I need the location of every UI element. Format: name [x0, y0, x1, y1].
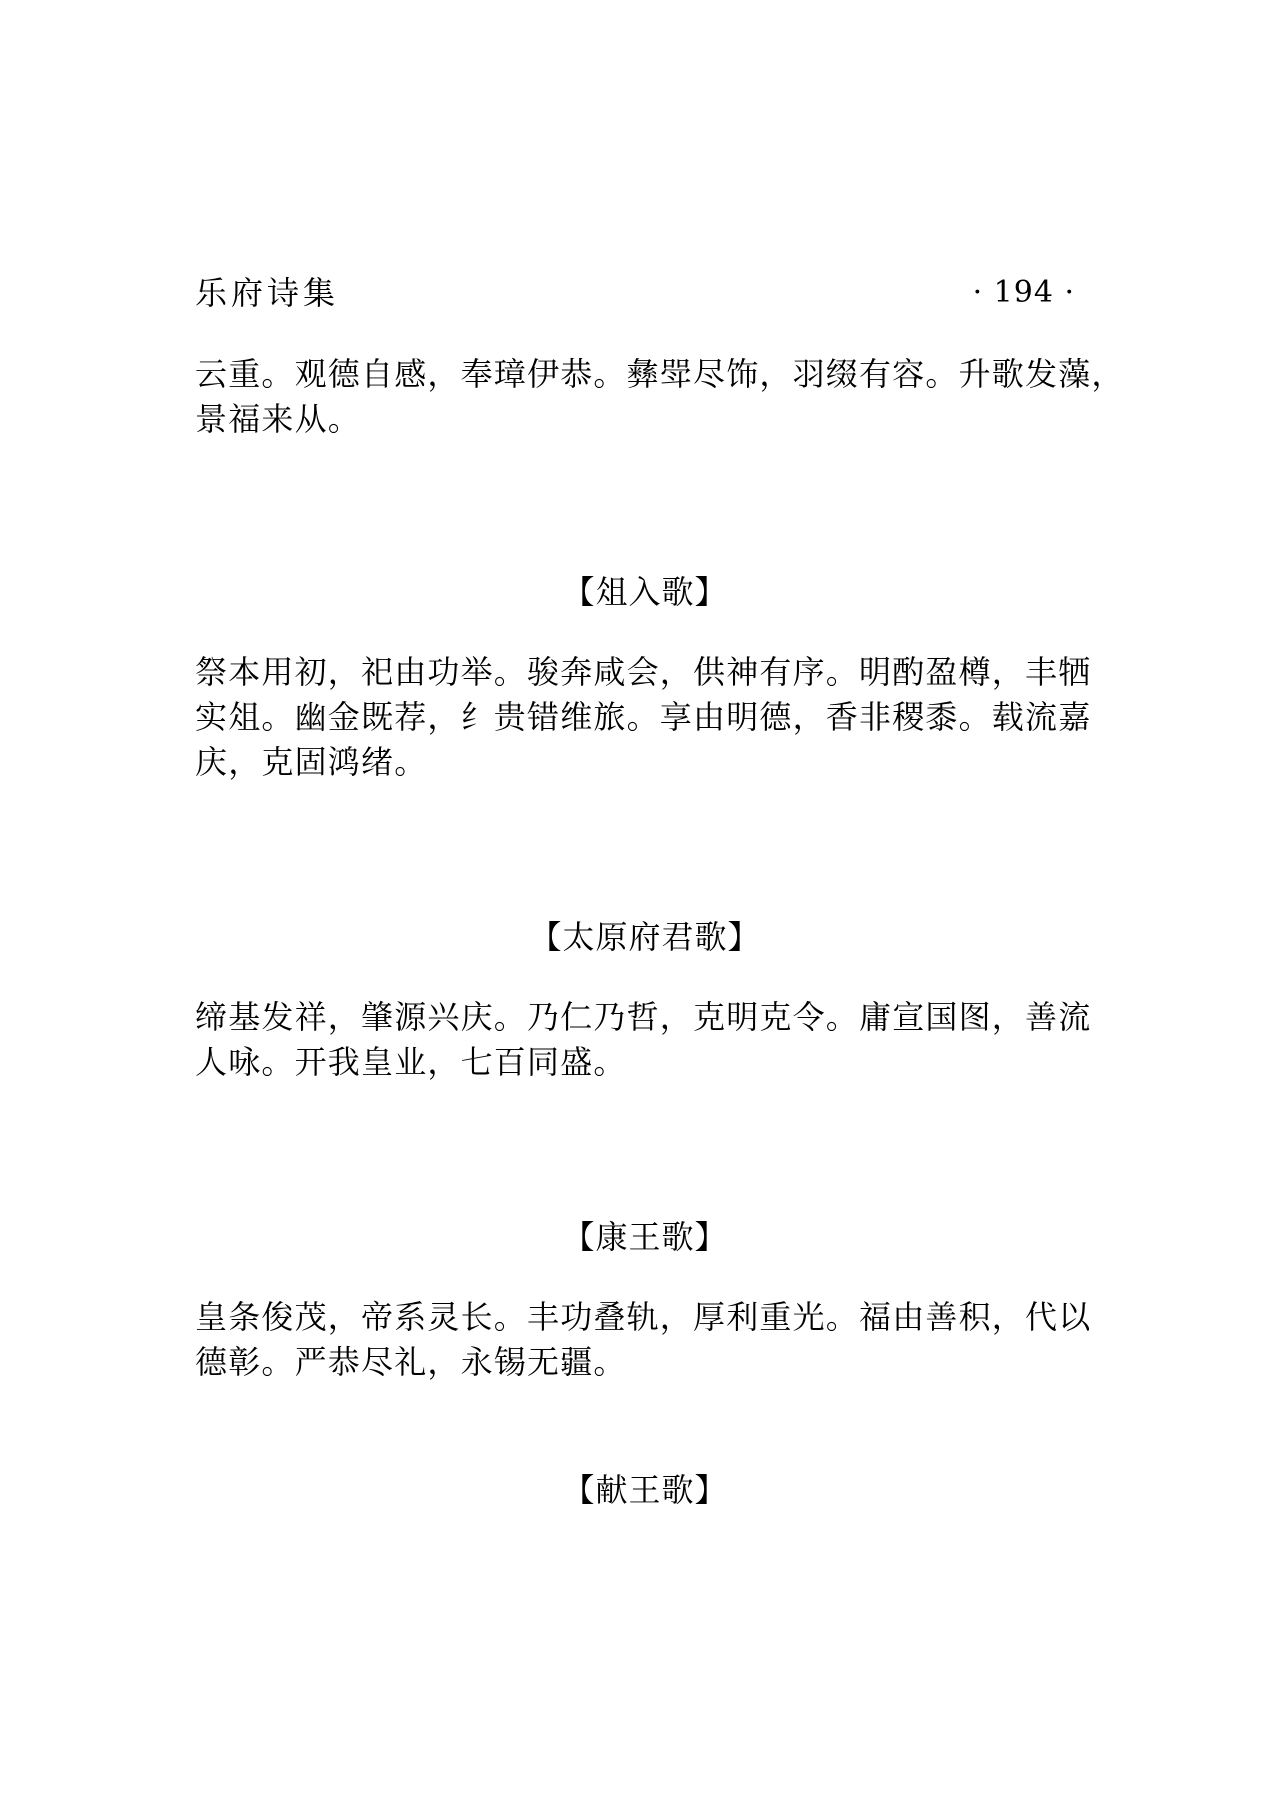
text-line: 云重。观德自感，奉璋伊恭。彝斝尽饰，羽缀有容。升歌发藻， [195, 355, 1125, 393]
section-heading-taiyuan-fujun-ge: 【太原府君歌】 [529, 918, 761, 956]
page-number: · 194 · [972, 275, 1075, 310]
book-title: 乐府诗集 [195, 274, 340, 312]
text-line: 人咏。开我皇业，七百同盛。 [195, 1043, 627, 1081]
text-line: 实俎。幽金既荐，纟贵错维旅。享由明德，香非稷黍。载流嘉 [195, 698, 1092, 736]
text-line: 皇条俊茂，帝系灵长。丰功叠轨，厚利重光。福由善积，代以 [195, 1298, 1092, 1336]
poem-text-continued [195, 352, 1125, 442]
poem-text-taiyuan-fujun-ge [195, 995, 1095, 1085]
section-heading-xian-wang-ge: 【献王歌】 [562, 1471, 728, 1509]
section-heading-zu-ru-ge: 【俎入歌】 [562, 573, 728, 611]
text-line: 祭本用初，祀由功举。骏奔咸会，供神有序。明酌盈樽，丰牺 [195, 653, 1092, 691]
text-line: 缔基发祥，肇源兴庆。乃仁乃哲，克明克令。庸宣国图，善流 [195, 998, 1092, 1036]
text-line: 德彰。严恭尽礼，永锡无疆。 [195, 1343, 627, 1381]
text-line: 景福来从。 [195, 400, 362, 438]
section-heading-kang-wang-ge: 【康王歌】 [562, 1218, 728, 1256]
page-header [195, 268, 1075, 318]
text-line: 庆，克固鸿绪。 [195, 743, 428, 781]
poem-text-kang-wang-ge [195, 1295, 1095, 1385]
poem-text-zu-ru-ge [195, 650, 1095, 785]
